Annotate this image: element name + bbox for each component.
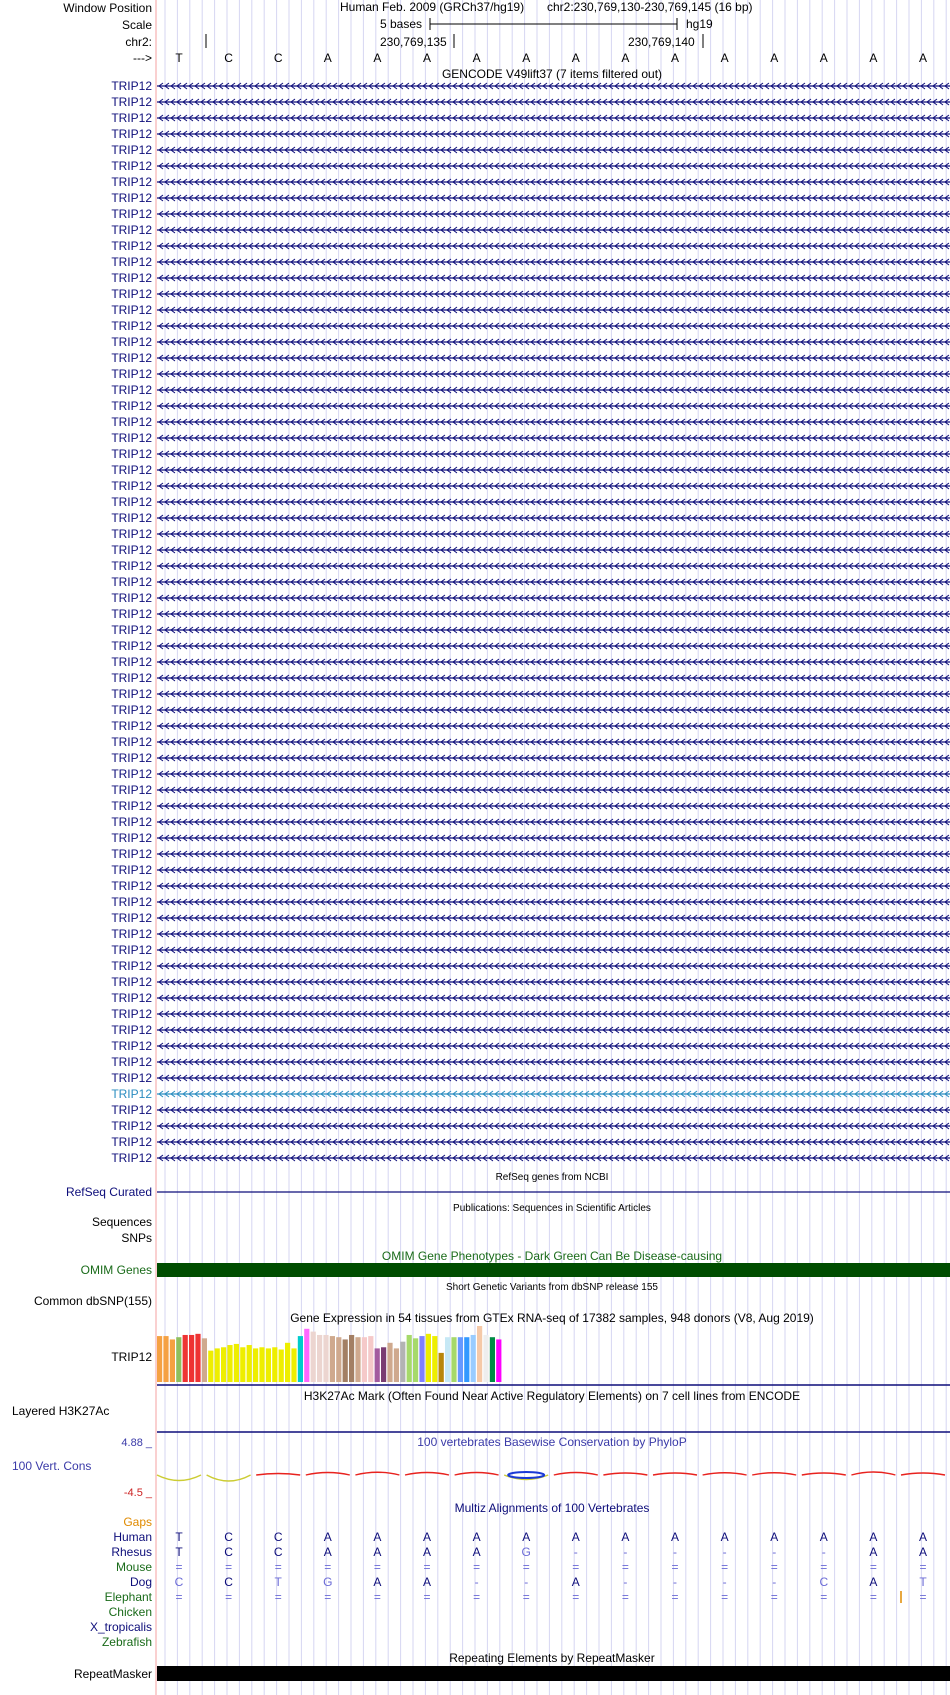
scale-text: 5 bases [380, 17, 423, 31]
multiz-species-label[interactable]: Zebrafish [101, 1635, 152, 1649]
chrom-label: chr2: [125, 35, 152, 49]
gencode-gene-label[interactable]: TRIP12 [111, 607, 152, 621]
gtex-tissue-bar[interactable] [445, 1337, 450, 1382]
gencode-gene-label[interactable]: TRIP12 [111, 943, 152, 957]
multiz-base: - [474, 1575, 479, 1589]
multiz-species-label[interactable]: Mouse [115, 1560, 152, 1574]
multiz-base: A [472, 1530, 481, 1544]
gtex-tissue-bar[interactable] [176, 1337, 181, 1382]
dbsnp-title[interactable]: Short Genetic Variants from dbSNP release 155 [446, 1282, 658, 1293]
conservation-score-mark[interactable] [256, 1474, 300, 1476]
gtex-tissue-bar[interactable] [413, 1338, 418, 1382]
multiz-base: = [572, 1560, 580, 1574]
gencode-gene-label[interactable]: TRIP12 [111, 847, 152, 861]
gencode-gene-label[interactable]: TRIP12 [111, 1039, 152, 1053]
multiz-base: = [225, 1590, 233, 1604]
gencode-gene-label[interactable]: TRIP12 [111, 239, 152, 253]
multiz-base: = [621, 1560, 629, 1574]
multiz-base: = [671, 1590, 679, 1604]
multiz-species-label[interactable]: Elephant [104, 1590, 152, 1604]
base-letter: A [621, 51, 630, 65]
gtex-tissue-bar[interactable] [483, 1335, 488, 1382]
multiz-species-label[interactable]: X_tropicalis [89, 1620, 152, 1634]
gencode-gene-label[interactable]: TRIP12 [111, 143, 152, 157]
conservation-score-mark[interactable] [554, 1473, 598, 1476]
multiz-base: - [772, 1575, 777, 1589]
conservation-plot[interactable] [157, 1472, 945, 1481]
gencode-gene-label[interactable]: TRIP12 [111, 1071, 152, 1085]
gtex-tissue-bar[interactable] [464, 1337, 469, 1382]
gencode-gene-label[interactable]: TRIP12 [111, 1119, 152, 1133]
repeatmasker-label[interactable]: RepeatMasker [73, 1667, 152, 1681]
gtex-tissue-bar[interactable] [221, 1347, 226, 1382]
multiz-base: - [821, 1545, 826, 1559]
gencode-gene-label[interactable]: TRIP12 [111, 815, 152, 829]
multiz-base: - [722, 1545, 727, 1559]
multiz-base: A [373, 1545, 382, 1559]
multiz-base: = [869, 1560, 877, 1574]
base-letter: A [571, 51, 580, 65]
multiz-base: A [918, 1545, 928, 1559]
conservation-min-label: -4.5 _ [123, 1487, 152, 1499]
multiz-species-label[interactable]: Chicken [108, 1605, 152, 1619]
multiz-base: = [721, 1590, 729, 1604]
h3k27ac-title[interactable]: H3K27Ac Mark (Often Found Near Active Regulatory Elements) on 7 cell lines from ENCODE [303, 1389, 801, 1403]
gencode-title[interactable]: GENCODE V49lift37 (7 items filtered out) [441, 67, 663, 81]
multiz-base: T [274, 1575, 282, 1589]
conservation-score-mark[interactable] [851, 1472, 895, 1475]
multiz-base: C [224, 1545, 233, 1559]
refseq-label[interactable]: RefSeq Curated [65, 1185, 152, 1199]
base-letter: T [175, 51, 183, 65]
gencode-gene-label[interactable]: TRIP12 [111, 735, 152, 749]
gtex-tissue-bar[interactable] [458, 1337, 463, 1382]
multiz-base: = [770, 1590, 778, 1604]
multiz-base: T [919, 1575, 927, 1589]
gtex-tissue-bar[interactable] [227, 1345, 232, 1382]
gtex-tissue-bar[interactable] [362, 1337, 367, 1382]
gtex-tissue-bar[interactable] [157, 1336, 162, 1382]
gencode-gene-label[interactable]: TRIP12 [111, 463, 152, 477]
dbsnp-label[interactable]: Common dbSNP(155) [33, 1294, 152, 1308]
multiz-base: = [721, 1560, 729, 1574]
multiz-base: = [770, 1560, 778, 1574]
db-label: hg19 [686, 17, 713, 31]
gencode-gene-label[interactable]: TRIP12 [111, 671, 152, 685]
gencode-gene-label[interactable]: TRIP12 [111, 719, 152, 733]
gencode-gene-label[interactable]: TRIP12 [111, 863, 152, 877]
multiz-base: - [673, 1545, 677, 1559]
multiz-base: C [273, 1545, 283, 1559]
gencode-gene-label[interactable]: TRIP12 [111, 927, 152, 941]
gtex-tissue-bar[interactable] [407, 1335, 412, 1382]
assembly-title[interactable]: Human Feb. 2009 (GRCh37/hg19) [340, 0, 525, 14]
conservation-score-mark[interactable] [508, 1472, 544, 1478]
multiz-base: = [175, 1560, 183, 1574]
conservation-score-mark[interactable] [802, 1473, 846, 1475]
conservation-score-mark[interactable] [355, 1472, 399, 1475]
gencode-gene-label[interactable]: TRIP12 [111, 191, 152, 205]
gtex-tissue-bar[interactable] [387, 1343, 392, 1382]
conservation-score-mark[interactable] [207, 1475, 251, 1481]
multiz-base: A [571, 1575, 580, 1589]
multiz-base: A [422, 1545, 432, 1559]
gtex-tissue-bar[interactable] [208, 1351, 213, 1382]
multiz-base: A [918, 1530, 928, 1544]
multiz-base: = [621, 1590, 629, 1604]
gencode-gene-label[interactable]: TRIP12 [111, 79, 152, 93]
multiz-base: = [671, 1560, 679, 1574]
multiz-base: A [373, 1575, 382, 1589]
gencode-gene-label[interactable]: TRIP12 [111, 111, 152, 125]
gtex-tissue-bar[interactable] [311, 1332, 316, 1382]
multiz-base: = [473, 1560, 481, 1574]
gtex-tissue-bar[interactable] [477, 1326, 482, 1382]
base-letter: A [770, 51, 779, 65]
gencode-gene-label[interactable]: TRIP12 [111, 175, 152, 189]
gtex-tissue-bar[interactable] [202, 1338, 207, 1382]
gencode-gene-label[interactable]: TRIP12 [111, 655, 152, 669]
multiz-base: = [274, 1560, 282, 1574]
scale-label: Scale [121, 18, 152, 32]
gtex-tissue-bar[interactable] [400, 1342, 405, 1382]
conservation-score-mark[interactable] [653, 1473, 697, 1475]
multiz-base: - [673, 1575, 677, 1589]
gencode-gene-label[interactable]: TRIP12 [111, 1055, 152, 1069]
multiz-base: A [323, 1530, 332, 1544]
gtex-tissue-bar[interactable] [215, 1348, 220, 1382]
gtex-tissue-bar[interactable] [317, 1335, 322, 1382]
gtex-tissue-bar[interactable] [304, 1329, 309, 1382]
base-letter: A [918, 51, 928, 65]
gtex-tissue-bar[interactable] [240, 1347, 245, 1382]
gtex-tissue-bar[interactable] [247, 1345, 252, 1382]
gtex-tissue-bar[interactable] [183, 1335, 188, 1382]
gencode-gene-label[interactable]: TRIP12 [111, 1135, 152, 1149]
gtex-tissue-bar[interactable] [419, 1336, 424, 1382]
multiz-base: - [772, 1545, 777, 1559]
multiz-base: = [869, 1590, 877, 1604]
multiz-base: - [623, 1545, 628, 1559]
base-letter: A [522, 51, 531, 65]
conservation-score-mark[interactable] [603, 1473, 647, 1475]
conservation-score-mark[interactable] [455, 1473, 499, 1476]
base-letter: A [869, 51, 878, 65]
multiz-species-label[interactable]: Rhesus [111, 1545, 152, 1559]
multiz-base: A [373, 1530, 382, 1544]
base-sequence [175, 51, 927, 65]
gtex-tissue-bar[interactable] [291, 1348, 296, 1382]
multiz-base: = [919, 1590, 927, 1604]
gencode-gene-label[interactable]: TRIP12 [111, 447, 152, 461]
repeatmasker-title[interactable]: Repeating Elements by RepeatMasker [449, 1651, 655, 1665]
gencode-gene-label[interactable]: TRIP12 [111, 511, 152, 525]
conservation-label[interactable]: 100 Vert. Cons [12, 1459, 92, 1473]
multiz-base: T [175, 1530, 183, 1544]
gencode-gene-label[interactable]: TRIP12 [111, 271, 152, 285]
multiz-base: = [820, 1590, 828, 1604]
conservation-max-label: 4.88 _ [121, 1437, 152, 1449]
gencode-gene-label[interactable]: TRIP12 [111, 319, 152, 333]
conservation-title[interactable]: 100 vertebrates Basewise Conservation by PhyloP [417, 1435, 687, 1449]
multiz-base: = [225, 1560, 233, 1574]
multiz-base: = [473, 1590, 481, 1604]
gencode-gene-label[interactable]: TRIP12 [111, 383, 152, 397]
gtex-tissue-bar[interactable] [471, 1335, 476, 1382]
gtex-tissue-bar[interactable] [323, 1335, 328, 1382]
gencode-gene-label[interactable]: TRIP12 [111, 431, 152, 445]
multiz-base: A [422, 1575, 432, 1589]
base-letter: A [670, 51, 680, 65]
gtex-tissue-bar[interactable] [253, 1348, 258, 1382]
gencode-gene-label[interactable]: TRIP12 [111, 783, 152, 797]
gencode-gene-label[interactable]: TRIP12 [111, 895, 152, 909]
gtex-tissue-bar[interactable] [189, 1335, 194, 1382]
gencode-gene-label[interactable]: TRIP12 [111, 959, 152, 973]
gencode-gene-label[interactable]: TRIP12 [111, 879, 152, 893]
base-letter: C [273, 51, 283, 65]
gencode-gene-label[interactable]: TRIP12 [111, 1151, 152, 1165]
gencode-gene-label[interactable]: TRIP12 [111, 207, 152, 221]
gencode-gene-label[interactable]: TRIP12 [111, 591, 152, 605]
conservation-score-mark[interactable] [306, 1473, 350, 1476]
gencode-gene-label[interactable]: TRIP12 [111, 399, 152, 413]
multiz-base: = [919, 1560, 927, 1574]
gtex-tissue-bar[interactable] [163, 1336, 168, 1382]
h3k27ac-label[interactable]: Layered H3K27Ac [12, 1404, 110, 1418]
base-letter: A [323, 51, 332, 65]
conservation-score-mark[interactable] [703, 1473, 747, 1475]
multiz-base: C [819, 1575, 829, 1589]
gtex-tissue-bar[interactable] [285, 1343, 290, 1382]
multiz-base: - [623, 1575, 628, 1589]
gencode-gene-label[interactable]: TRIP12 [111, 799, 152, 813]
base-letter: A [819, 51, 828, 65]
position-text[interactable]: chr2:230,769,130-230,769,145 (16 bp) [547, 0, 753, 14]
base-letter: A [373, 51, 382, 65]
gtex-tissue-bar[interactable] [343, 1339, 348, 1382]
gencode-gene-label[interactable]: TRIP12 [111, 415, 152, 429]
multiz-alignment[interactable] [90, 1515, 927, 1649]
publications-title[interactable]: Publications: Sequences in Scientific Articles [453, 1203, 651, 1214]
gtex-tissue-bar[interactable] [195, 1334, 200, 1382]
multiz-base: = [324, 1560, 332, 1574]
publications-label-sequences[interactable]: Sequences [91, 1215, 152, 1229]
gencode-gene-label[interactable]: TRIP12 [111, 1087, 152, 1101]
gtex-tissue-bar[interactable] [349, 1335, 354, 1382]
gencode-gene-label[interactable]: TRIP12 [111, 831, 152, 845]
multiz-base: A [869, 1575, 878, 1589]
multiz-base: G [521, 1545, 531, 1559]
multiz-base: = [274, 1590, 282, 1604]
multiz-base: G [323, 1575, 333, 1589]
gencode-gene-label[interactable]: TRIP12 [111, 127, 152, 141]
multiz-base: = [572, 1590, 580, 1604]
gtex-tissue-bar[interactable] [298, 1336, 303, 1382]
gtex-tissue-bar[interactable] [336, 1337, 341, 1382]
omim-phenotype-bar[interactable] [157, 1263, 950, 1277]
gtex-tissue-bar[interactable] [426, 1334, 431, 1382]
ruler-tick-label: 230,769,140 [628, 35, 695, 49]
multiz-base: - [573, 1545, 578, 1559]
multiz-base: C [174, 1575, 184, 1589]
base-letter: A [472, 51, 481, 65]
multiz-base: A [869, 1545, 878, 1559]
gencode-gene-label[interactable]: TRIP12 [111, 703, 152, 717]
gencode-gene-label[interactable]: TRIP12 [111, 1023, 152, 1037]
multiz-base: A [422, 1530, 432, 1544]
multiz-base: = [820, 1560, 828, 1574]
multiz-base: = [423, 1560, 431, 1574]
gtex-tissue-bar[interactable] [259, 1347, 264, 1382]
multiz-base: A [571, 1530, 580, 1544]
conservation-score-mark[interactable] [157, 1475, 201, 1481]
multiz-species-label[interactable]: Dog [129, 1575, 152, 1589]
gtex-tissue-bar[interactable] [170, 1339, 175, 1382]
multiz-base: = [522, 1560, 530, 1574]
multiz-base: C [224, 1530, 233, 1544]
gencode-gene-label[interactable]: TRIP12 [111, 767, 152, 781]
gtex-label[interactable]: TRIP12 [111, 1350, 152, 1364]
gencode-gene-label[interactable]: TRIP12 [111, 303, 152, 317]
gtex-tissue-bar[interactable] [279, 1350, 284, 1382]
ruler-tick-label: 230,769,135 [380, 35, 447, 49]
gencode-gene-label[interactable]: TRIP12 [111, 159, 152, 173]
gencode-gene-label[interactable]: TRIP12 [111, 255, 152, 269]
multiz-base: = [373, 1590, 381, 1604]
multiz-base: A [869, 1530, 878, 1544]
multiz-base: A [819, 1530, 828, 1544]
gencode-gene-label[interactable]: TRIP12 [111, 559, 152, 573]
gtex-tissue-bar[interactable] [451, 1337, 456, 1382]
multiz-base: = [324, 1590, 332, 1604]
gencode-gene-label[interactable]: TRIP12 [111, 367, 152, 381]
gencode-gene-label[interactable]: TRIP12 [111, 1007, 152, 1021]
gencode-gene-label[interactable]: TRIP12 [111, 223, 152, 237]
omim-title[interactable]: OMIM Gene Phenotypes - Dark Green Can Be Disease-causing [381, 1249, 723, 1263]
gencode-gene-label[interactable]: TRIP12 [111, 543, 152, 557]
refseq-title[interactable]: RefSeq genes from NCBI [495, 1172, 609, 1183]
multiz-base: = [175, 1590, 183, 1604]
gtex-tissue-bar[interactable] [368, 1336, 373, 1382]
conservation-score-mark[interactable] [752, 1473, 796, 1475]
window-position-label: Window Position [63, 1, 152, 15]
gtex-tissue-bar[interactable] [490, 1337, 495, 1382]
multiz-base: - [722, 1575, 727, 1589]
multiz-species-label[interactable]: Gaps [123, 1515, 152, 1529]
gencode-gene-label[interactable]: TRIP12 [111, 911, 152, 925]
conservation-score-mark[interactable] [405, 1473, 449, 1476]
base-letter: A [422, 51, 432, 65]
gtex-tissue-bar[interactable] [272, 1347, 277, 1382]
gencode-gene-label[interactable]: TRIP12 [111, 751, 152, 765]
gencode-gene-label[interactable]: TRIP12 [111, 991, 152, 1005]
gencode-gene-label[interactable]: TRIP12 [111, 479, 152, 493]
gtex-tissue-bar[interactable] [496, 1339, 501, 1382]
strand-label: ---> [133, 51, 152, 65]
gtex-title[interactable]: Gene Expression in 54 tissues from GTEx RNA-seq of 17382 samples, 948 donors (V8, Aug 2019) [290, 1311, 814, 1325]
gencode-gene-label[interactable]: TRIP12 [111, 287, 152, 301]
multiz-base: A [720, 1530, 729, 1544]
multiz-base: T [175, 1545, 183, 1559]
multiz-base: A [621, 1530, 630, 1544]
gencode-gene-label[interactable]: TRIP12 [111, 975, 152, 989]
gtex-tissue-bar[interactable] [266, 1348, 271, 1382]
conservation-score-mark[interactable] [901, 1473, 945, 1475]
gtex-tissue-bar[interactable] [394, 1348, 399, 1382]
gtex-tissue-bar[interactable] [355, 1337, 360, 1382]
multiz-base: A [770, 1530, 779, 1544]
multiz-base: C [224, 1575, 233, 1589]
omim-label[interactable]: OMIM Genes [80, 1263, 152, 1277]
gtex-tissue-bar[interactable] [375, 1348, 380, 1382]
gencode-gene-label[interactable]: TRIP12 [111, 639, 152, 653]
multiz-base: A [323, 1545, 332, 1559]
multiz-base: = [423, 1590, 431, 1604]
gtex-tissue-bar[interactable] [330, 1336, 335, 1382]
multiz-title[interactable]: Multiz Alignments of 100 Vertebrates [454, 1501, 650, 1515]
base-letter: A [720, 51, 729, 65]
gencode-gene-label[interactable]: TRIP12 [111, 495, 152, 509]
repeatmasker-bar[interactable] [157, 1666, 950, 1681]
gtex-tissue-bar[interactable] [432, 1336, 437, 1382]
gtex-tissue-bar[interactable] [381, 1347, 386, 1382]
gencode-gene-label[interactable]: TRIP12 [111, 335, 152, 349]
base-letter: C [224, 51, 233, 65]
gencode-gene-label[interactable]: TRIP12 [111, 351, 152, 365]
gencode-gene-label[interactable]: TRIP12 [111, 1103, 152, 1117]
publications-label-snps[interactable]: SNPs [121, 1231, 152, 1245]
multiz-base: = [522, 1590, 530, 1604]
multiz-species-label[interactable]: Human [113, 1530, 152, 1544]
gencode-gene-label[interactable]: TRIP12 [111, 95, 152, 109]
multiz-base: = [373, 1560, 381, 1574]
gencode-gene-label[interactable]: TRIP12 [111, 527, 152, 541]
multiz-base: A [522, 1530, 531, 1544]
gencode-gene-label[interactable]: TRIP12 [111, 623, 152, 637]
multiz-base: - [524, 1575, 529, 1589]
multiz-base: C [273, 1530, 283, 1544]
gtex-tissue-bar[interactable] [234, 1344, 239, 1382]
gencode-track[interactable] [111, 79, 950, 1165]
gtex-tissue-bar[interactable] [439, 1353, 444, 1382]
multiz-base: A [670, 1530, 680, 1544]
gencode-gene-label[interactable]: TRIP12 [111, 687, 152, 701]
gencode-gene-label[interactable]: TRIP12 [111, 575, 152, 589]
multiz-base: A [472, 1545, 481, 1559]
